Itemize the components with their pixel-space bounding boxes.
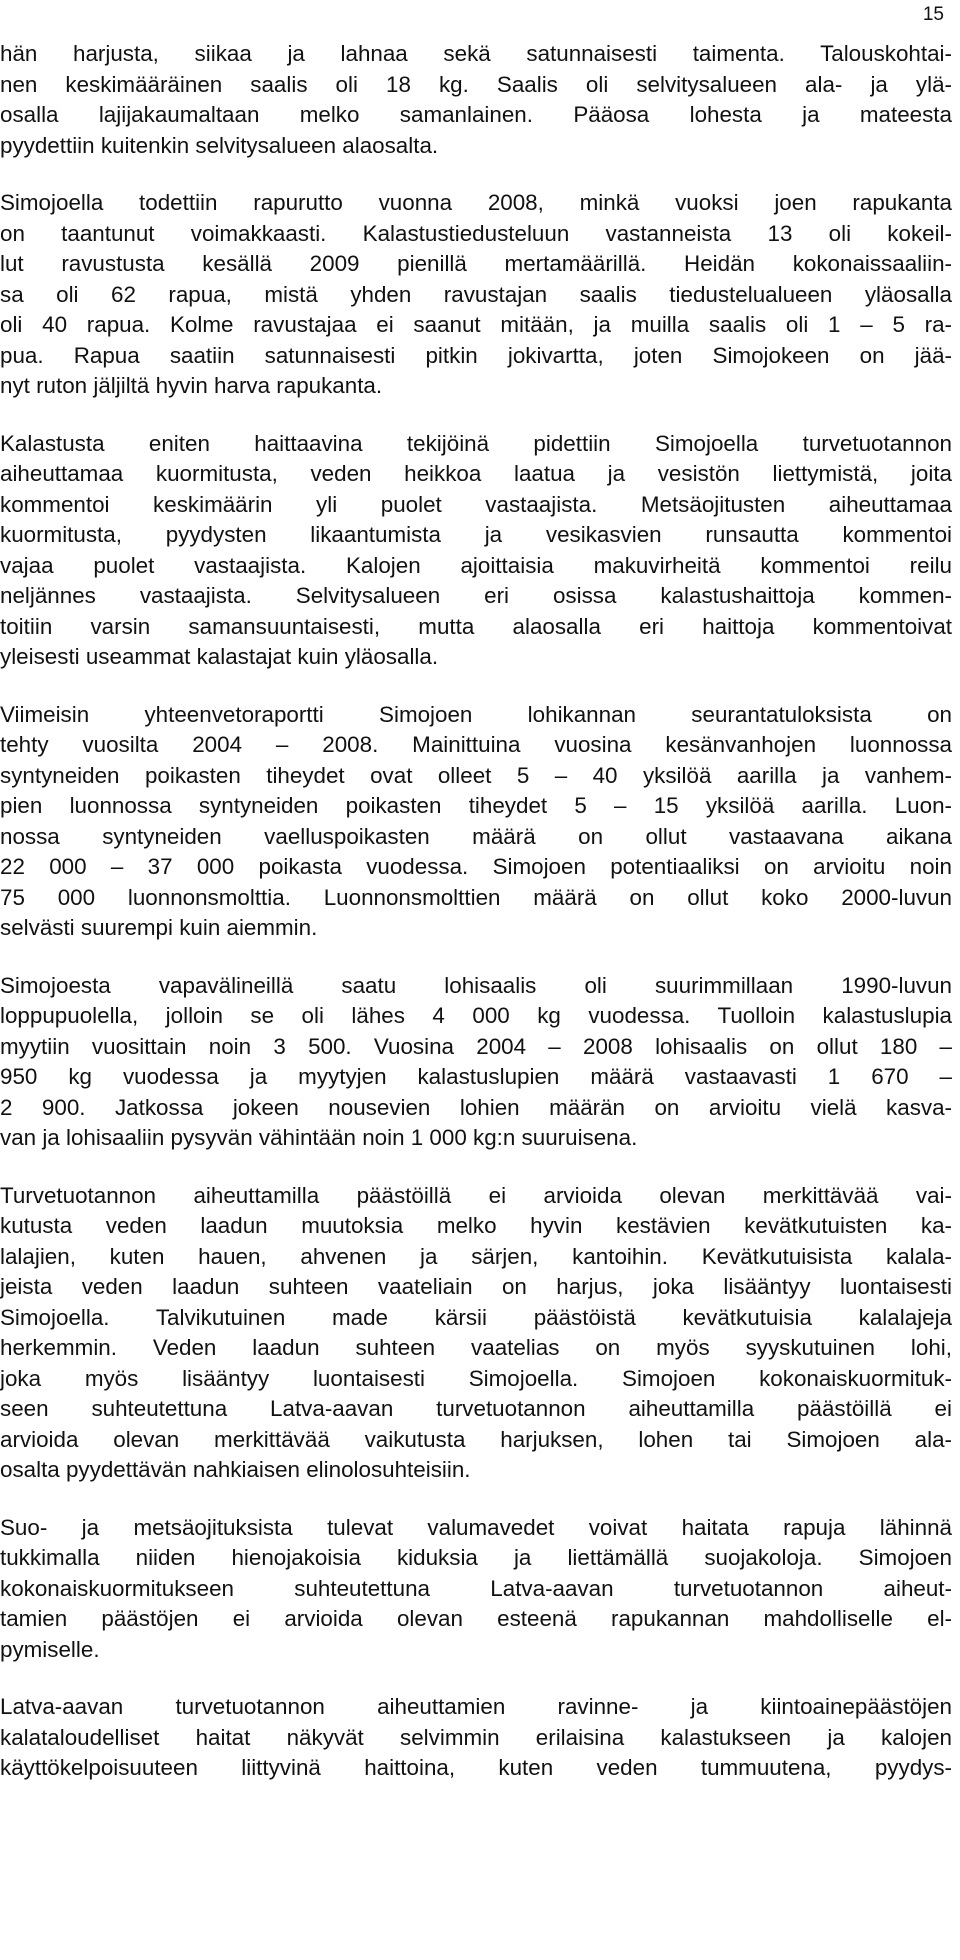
text-line: nen keskimääräinen saalis oli 18 kg. Saalis oli selvitysalueen ala- ja ylä- xyxy=(0,71,952,97)
text-line: syntyneiden poikasten tiheydet ovat olleet 5 – 40 yksilöä aarilla ja vanhem- xyxy=(0,762,952,788)
text-line: pymiselle. xyxy=(0,1636,100,1662)
paragraph-p4 xyxy=(0,700,952,944)
text-line: osalta pyydettävän nahkiaisen elinolosuhteisiin. xyxy=(0,1457,471,1482)
text-line: kalataloudelliset haitat näkyvät selvimmin erilaisina kalastukseen ja kalojen xyxy=(0,1724,952,1750)
text-line: Simojoella todettiin rapurutto vuonna 2008, minkä vuoksi joen rapukanta xyxy=(0,190,952,215)
page-number: 15 xyxy=(922,4,944,25)
document-body xyxy=(0,39,952,1811)
text-line: nossa syntyneiden vaelluspoikasten määrä on ollut vastaavana aikana xyxy=(0,823,952,849)
text-line: lalajien, kuten hauen, ahvenen ja särjen, kantoihin. Kevätkutuisista kalala- xyxy=(0,1243,952,1269)
text-line: toitiin varsin samansuuntaisesti, mutta alaosalla eri haittoja kommentoivat xyxy=(0,613,952,639)
text-line: loppupuolella, jolloin se oli lähes 4 000 kg vuodessa. Tuolloin kalastuslupia xyxy=(0,1003,952,1028)
text-line: lut ravustusta kesällä 2009 pienillä mertamäärillä. Heidän kokonaissaaliin- xyxy=(0,251,952,276)
text-line: Latva-aavan turvetuotannon aiheuttamien ravinne- ja kiintoainepäästöjen xyxy=(0,1694,952,1719)
text-line: arvioida olevan merkittävää vaikutusta harjuksen, lohen tai Simojoen ala- xyxy=(0,1426,952,1452)
text-line: 950 kg vuodessa ja myytyjen kalastuslupien määrä vastaavasti 1 670 – xyxy=(0,1064,952,1089)
text-line: Suo- ja metsäojituksista tulevat valumavedet voivat haitata rapuja lähinnä xyxy=(0,1514,952,1540)
text-line: hän harjusta, siikaa ja lahnaa sekä satunnaisesti taimenta. Talouskohtai- xyxy=(0,41,952,66)
text-line: 2 900. Jatkossa jokeen nousevien lohien määrän on arvioitu vielä kasva- xyxy=(0,1094,952,1120)
text-line: osalla lajijakaumaltaan melko samanlainen. Pääosa lohesta ja mateesta xyxy=(0,102,952,127)
text-line: 75 000 luonnonsmolttia. Luonnonsmolttien määrä on ollut koko 2000-luvun xyxy=(0,884,952,910)
text-line: seen suhteutettuna Latva-aavan turvetuotannon aiheuttamilla päästöillä ei xyxy=(0,1396,952,1421)
text-line: tamien päästöjen ei arvioida olevan esteenä rapukannan mahdolliselle el- xyxy=(0,1606,952,1631)
text-line: 22 000 – 37 000 poikasta vuodessa. Simojoen potentiaaliksi on arvioitu noin xyxy=(0,854,952,879)
text-line: sa oli 62 rapua, mistä yhden ravustajan saalis tiedustelualueen yläosalla xyxy=(0,281,952,307)
text-line: van ja lohisaaliin pysyvän vähintään noin 1 000 kg:n suuruisena. xyxy=(0,1125,638,1150)
text-line: tehty vuosilta 2004 – 2008. Mainittuina vuosina kesänvanhojen luonnossa xyxy=(0,732,952,757)
text-line: yleisesti useammat kalastajat kuin yläosalla. xyxy=(0,644,439,669)
text-line: Simojoella. Talvikutuinen made kärsii päästöistä kevätkutuisia kalalajeja xyxy=(0,1304,952,1330)
text-line: kommentoi keskimäärin yli puolet vastaajista. Metsäojitusten aiheuttamaa xyxy=(0,491,952,517)
text-line: Kalastusta eniten haittaavina tekijöinä pidettiin Simojoella turvetuotannon xyxy=(0,430,952,456)
paragraph-p3 xyxy=(0,429,952,673)
text-line: on taantunut voimakkaasti. Kalastustiedusteluun vastanneista 13 oli kokeil- xyxy=(0,220,952,246)
text-line: kutusta veden laadun muutoksia melko hyvin kestävien kevätkutuisten ka- xyxy=(0,1213,952,1238)
paragraph-p1 xyxy=(0,39,952,161)
paragraph-p2 xyxy=(0,188,952,402)
text-line: kuormitusta, pyydysten likaantumista ja vesikasvien runsautta kommentoi xyxy=(0,522,952,547)
text-line: Turvetuotannon aiheuttamilla päästöillä ei arvioida olevan merkittävää vai- xyxy=(0,1182,952,1208)
paragraph-p7 xyxy=(0,1513,952,1666)
text-line: jeista veden laadun suhteen vaateliain on harjus, joka lisääntyy luontaisesti xyxy=(0,1274,952,1299)
text-line: myytiin vuosittain noin 3 500. Vuosina 2004 – 2008 lohisaalis on ollut 180 – xyxy=(0,1033,952,1059)
text-line: aiheuttamaa kuormitusta, veden heikkoa laatua ja vesistön liettymistä, joita xyxy=(0,461,952,486)
text-line: pyydettiin kuitenkin selvitysalueen alaosalta. xyxy=(0,132,439,158)
text-line: nyt ruton jäljiltä hyvin harva rapukanta. xyxy=(0,373,383,398)
text-line: selvästi suurempi kuin aiemmin. xyxy=(0,915,318,940)
text-line: herkemmin. Veden laadun suhteen vaatelias on myös syyskutuinen lohi, xyxy=(0,1335,952,1360)
text-line: tukkimalla niiden hienojakoisia kiduksia ja liettämällä suojakoloja. Simojoen xyxy=(0,1545,952,1570)
text-line: neljännes vastaajista. Selvitysalueen eri osissa kalastushaittoja kommen- xyxy=(0,583,952,608)
text-line: Viimeisin yhteenvetoraportti Simojoen lohikannan seurantatuloksista on xyxy=(0,701,952,727)
paragraph-p6 xyxy=(0,1181,952,1486)
text-line: pua. Rapua saatiin satunnaisesti pitkin jokivartta, joten Simojokeen on jää- xyxy=(0,342,952,368)
text-line: pien luonnossa syntyneiden poikasten tiheydet 5 – 15 yksilöä aarilla. Luon- xyxy=(0,793,952,818)
text-line: Simojoesta vapavälineillä saatu lohisaalis oli suurimmillaan 1990-luvun xyxy=(0,972,952,998)
text-line: kokonaiskuormitukseen suhteutettuna Latva-aavan turvetuotannon aiheut- xyxy=(0,1575,952,1601)
text-line: vajaa puolet vastaajista. Kalojen ajoittaisia makuvirheitä kommentoi reilu xyxy=(0,552,952,578)
text-line: joka myös lisääntyy luontaisesti Simojoella. Simojoen kokonaiskuormituk- xyxy=(0,1365,952,1391)
text-line: käyttökelpoisuuteen liittyvinä haittoina, kuten veden tummuutena, pyydys- xyxy=(0,1755,952,1780)
paragraph-p5 xyxy=(0,971,952,1154)
paragraph-p8 xyxy=(0,1692,952,1784)
text-line: oli 40 rapua. Kolme ravustajaa ei saanut mitään, ja muilla saalis oli 1 – 5 ra- xyxy=(0,312,952,337)
